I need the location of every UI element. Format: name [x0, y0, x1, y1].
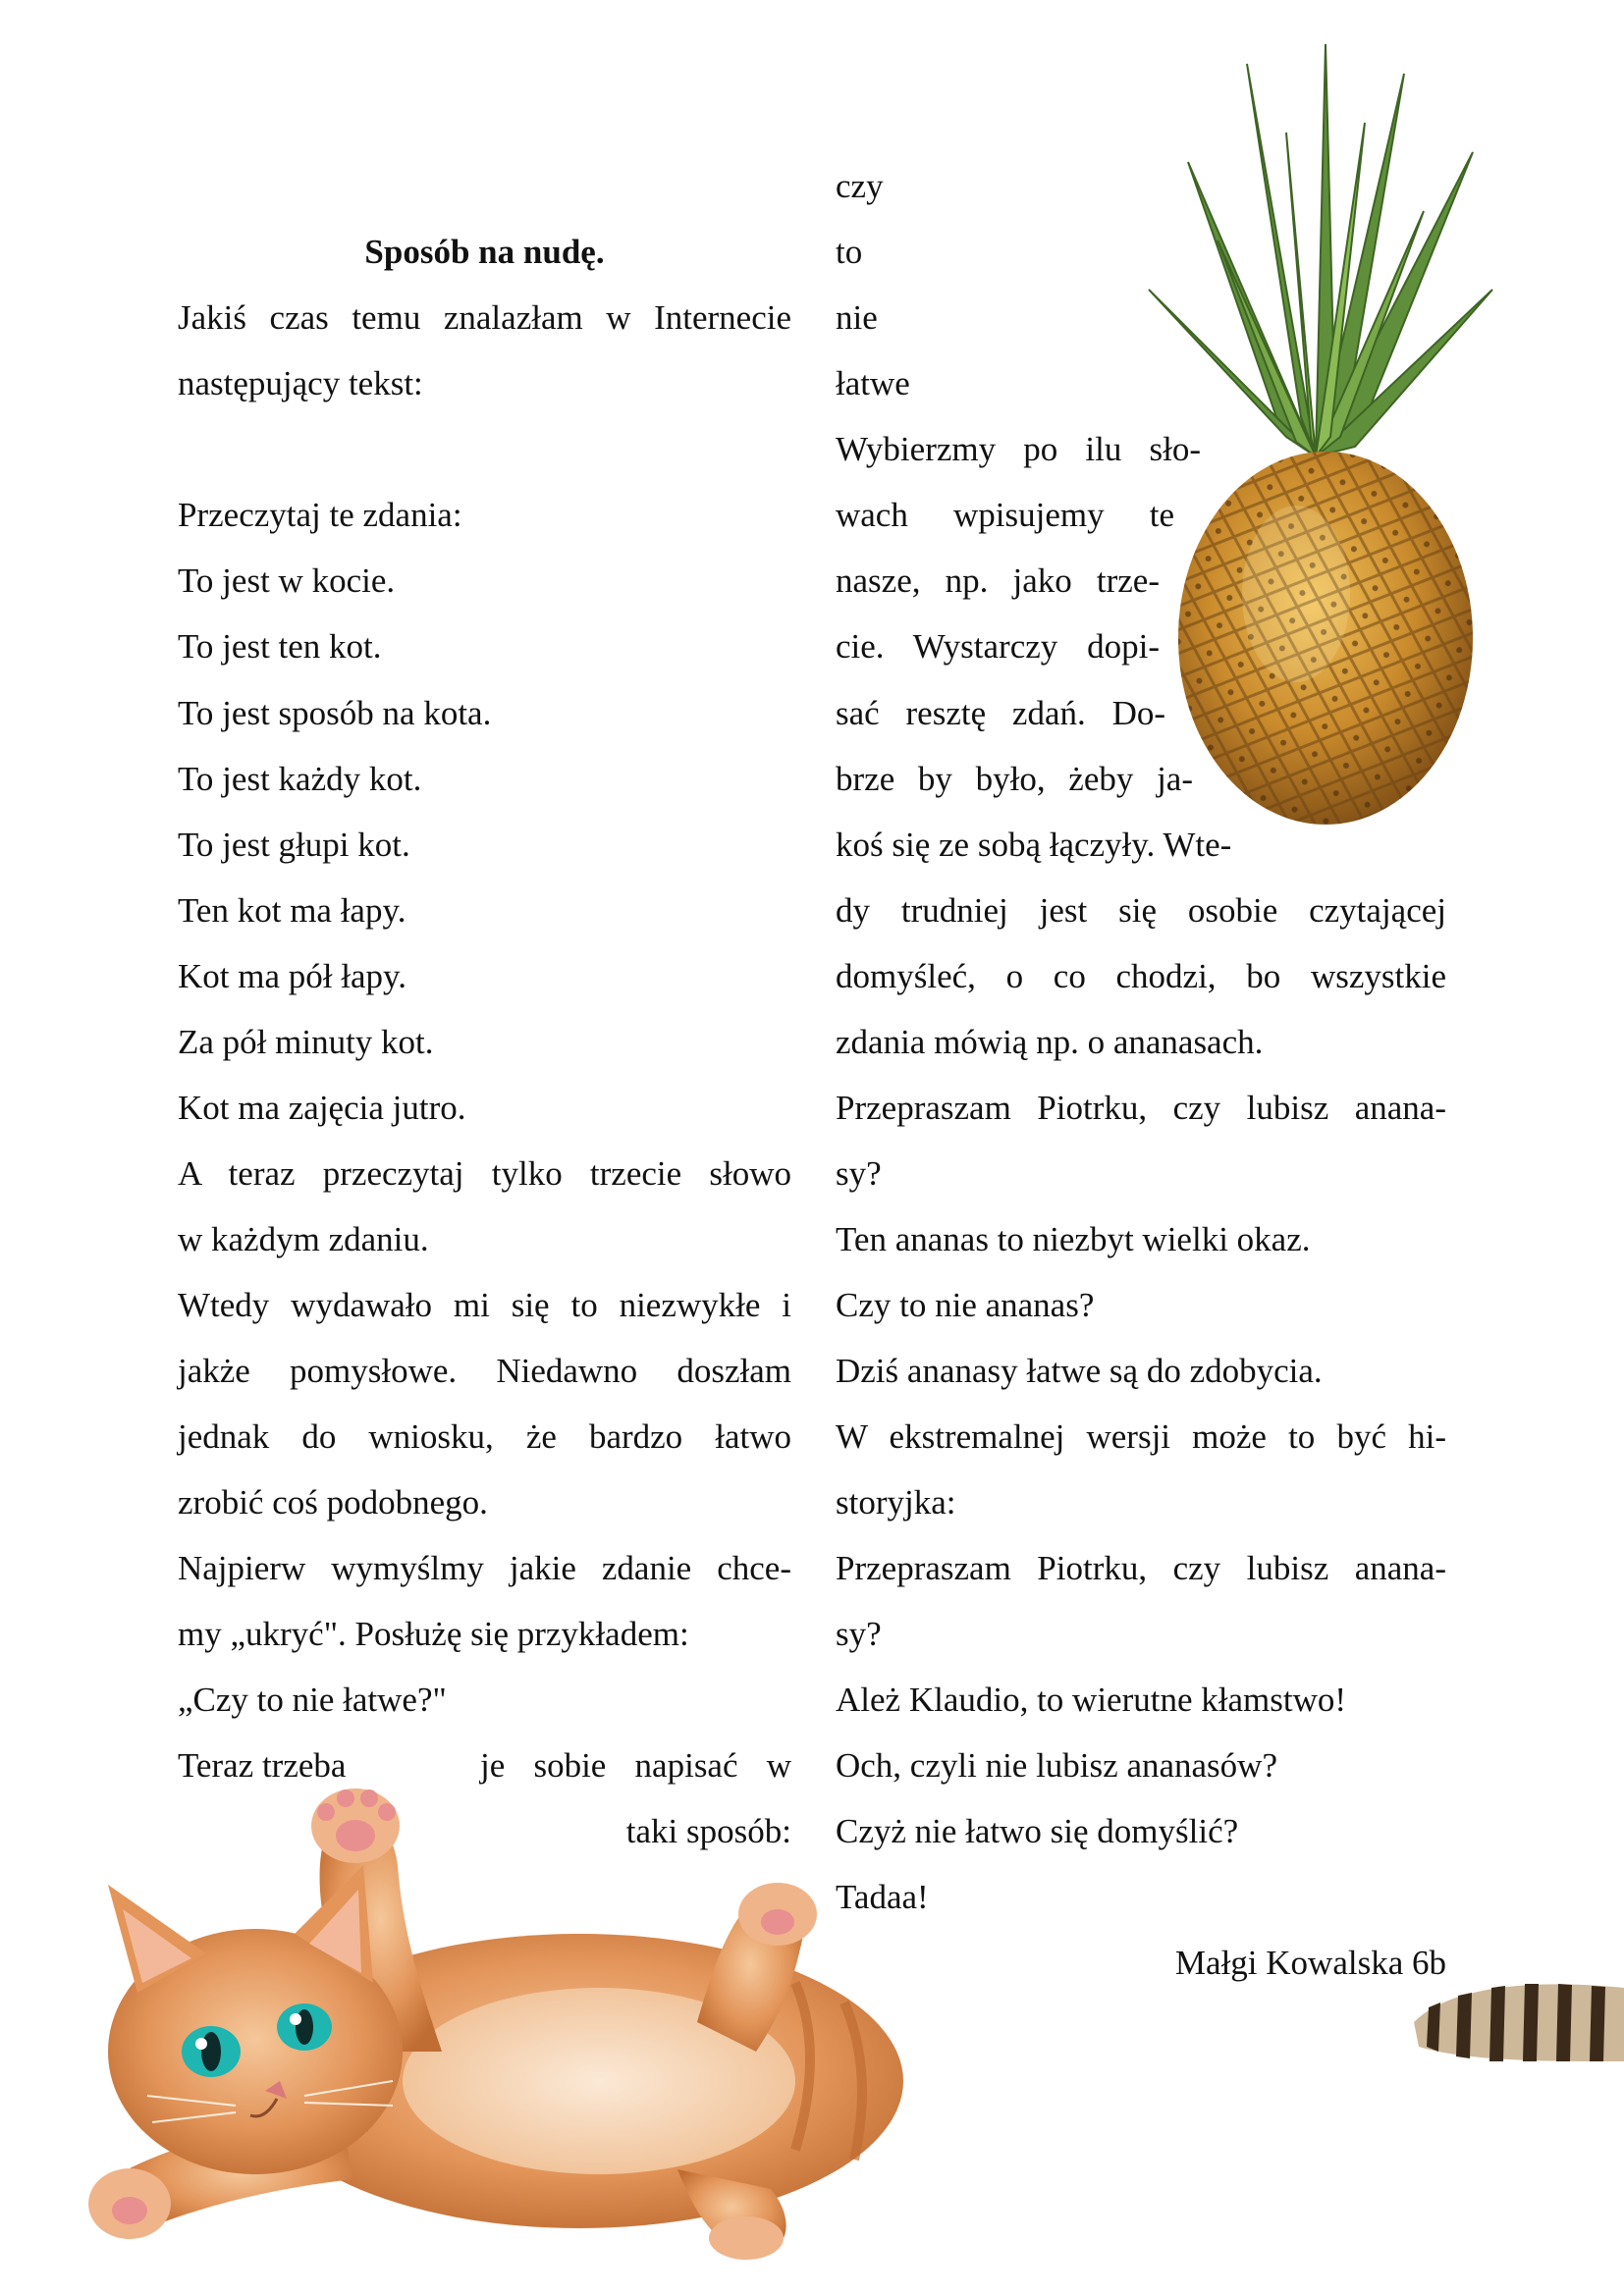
paragraph-line: koś się ze sobą łączyły. Wte- [836, 826, 1232, 864]
paragraph-line: Przepraszam Piotrku, czy lubisz anana- [836, 1549, 1446, 1587]
sentence-line: To jest ten kot. [178, 627, 382, 666]
paragraph-line: Czyż nie łatwo się domyślić? [836, 1812, 1239, 1850]
paragraph-line: Ależ Klaudio, to wierutne kłamstwo! [836, 1681, 1347, 1719]
author-signature: Małgi Kowalska 6b [1174, 1944, 1446, 1982]
paragraph-line: Najpierw wymyślmy jakie zdanie chce- [178, 1549, 791, 1587]
hidden-word: to [836, 233, 863, 271]
paragraph-line: jednak do wniosku, że bardzo łatwo [178, 1417, 791, 1456]
sentence-line: To jest każdy kot. [178, 760, 422, 798]
paragraph-line: my „ukryć". Posłużę się przykładem: [178, 1615, 689, 1653]
sentence-line: To jest w kocie. [178, 561, 396, 600]
sentence-line: Kot ma zajęcia jutro. [178, 1089, 466, 1127]
paragraph-line: sać resztę zdań. Do- [836, 694, 1165, 732]
sentence-line: Kot ma pół łapy. [178, 957, 406, 995]
paragraph-line: zdania mówią np. o ananasach. [836, 1023, 1264, 1061]
hidden-word: łatwe [836, 364, 910, 402]
striped-tail-illustration [1409, 1968, 1624, 2076]
paragraph-line: „Czy to nie łatwe?" [178, 1681, 447, 1719]
paragraph-line: W ekstremalnej wersji może to być hi- [836, 1417, 1446, 1456]
article-title: Sposób na nudę. [364, 233, 605, 271]
intro-line: Jakiś czas temu znalazłam w Internecie [178, 298, 791, 337]
paragraph-line: jakże pomysłowe. Niedawno doszłam [178, 1352, 791, 1390]
paragraph-line: je sobie napisać w [480, 1746, 791, 1785]
paragraph-line: Dziś ananasy łatwe są do zdobycia. [836, 1352, 1323, 1390]
intro-line: następujący tekst: [178, 364, 423, 402]
paragraph-line: zrobić coś podobnego. [178, 1483, 488, 1522]
sentence-line: To jest głupi kot. [178, 826, 410, 864]
paragraph-line: nasze, np. jako trze- [836, 561, 1160, 600]
paragraph-line: Wybierzmy po ilu sło- [836, 430, 1201, 468]
sentence-line: Ten kot ma łapy. [178, 891, 406, 930]
instruction-line: Przeczytaj te zdania: [178, 496, 462, 534]
paragraph-line: brze by było, żeby ja- [836, 760, 1193, 798]
paragraph-line: Przepraszam Piotrku, czy lubisz anana- [836, 1089, 1446, 1127]
paragraph-line: Och, czyli nie lubisz ananasów? [836, 1746, 1277, 1785]
sentence-line: To jest sposób na kota. [178, 694, 492, 732]
paragraph-line: taki sposób: [625, 1812, 791, 1850]
paragraph-line: Czy to nie ananas? [836, 1286, 1095, 1324]
paragraph-line: Tadaa! [836, 1878, 929, 1916]
paragraph-line: w każdym zdaniu. [178, 1220, 429, 1258]
paragraph-line: cie. Wystarczy dopi- [836, 627, 1160, 666]
paragraph-line: A teraz przeczytaj tylko trzecie słowo [178, 1154, 791, 1193]
sentence-line: Za pół minuty kot. [178, 1023, 434, 1061]
paragraph-line: storyjka: [836, 1483, 956, 1522]
hidden-word: czy [836, 167, 884, 205]
paragraph-line: sy? [836, 1154, 882, 1193]
hidden-word: nie [836, 298, 878, 337]
paragraph-line: domyśleć, o co chodzi, bo wszystkie [836, 957, 1446, 995]
kitten-illustration [69, 1757, 1139, 2268]
paragraph-line: wach wpisujemy te [836, 496, 1174, 534]
paragraph-line: Ten ananas to niezbyt wielki okaz. [836, 1220, 1311, 1258]
paragraph-line: Wtedy wydawało mi się to niezwykłe i [178, 1286, 791, 1324]
paragraph-line: Teraz trzeba [178, 1746, 347, 1785]
paragraph-line: dy trudniej jest się osobie czytającej [836, 891, 1446, 930]
paragraph-line: sy? [836, 1615, 882, 1653]
